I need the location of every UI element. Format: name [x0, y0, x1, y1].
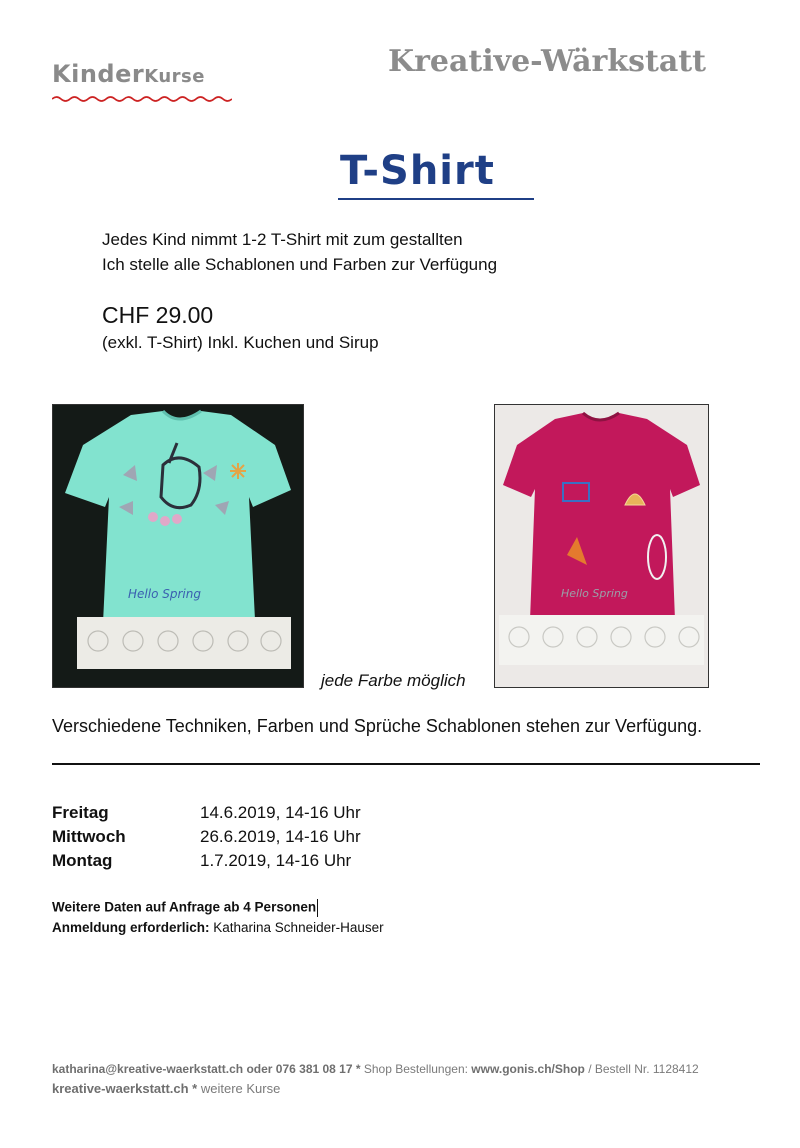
date-day: Mittwoch: [52, 827, 126, 846]
brand-title: Kreative-Wärkstatt: [388, 44, 707, 79]
date-when: 14.6.2019, 14-16 Uhr: [200, 803, 361, 822]
footer-contact-line: [52, 1062, 699, 1076]
logo-wavy-underline: [52, 95, 232, 103]
text-cursor: [317, 899, 318, 917]
footer-shop-link[interactable]: www.gonis.ch/Shop: [471, 1062, 585, 1076]
magenta-tshirt-photo: [494, 404, 709, 688]
date-when: 26.6.2019, 14-16 Uhr: [200, 827, 361, 846]
page-title: T-Shirt: [340, 148, 495, 194]
date-row: [52, 825, 361, 849]
left-shirt-print: Hello Spring: [128, 587, 201, 601]
footer-order-number: / Bestell Nr. 1128412: [584, 1062, 699, 1076]
date-day: Montag: [52, 851, 113, 870]
footer-shop-label: Shop Bestellungen:: [360, 1062, 472, 1076]
date-row: [52, 801, 361, 825]
registration-note: [52, 920, 384, 935]
more-dates-note: [52, 899, 318, 917]
more-dates-text: Weitere Daten auf Anfrage ab 4 Personen: [52, 899, 317, 915]
dates-list: [52, 801, 361, 873]
mint-tshirt-photo: [52, 404, 304, 688]
footer-more-courses: weitere Kurse: [197, 1081, 281, 1096]
logo-kinder-text: Kinder: [52, 60, 145, 88]
registration-name: Katharina Schneider-Hauser: [209, 920, 384, 935]
date-when: 1.7.2019, 14-16 Uhr: [200, 851, 352, 870]
footer-site-line: [52, 1081, 280, 1096]
right-shirt-print: Hello Spring: [561, 587, 628, 600]
kinderkurse-logo: [52, 60, 205, 88]
intro-line-1: Jedes Kind nimmt 1-2 T-Shirt mit zum gestallten: [102, 230, 463, 249]
registration-label: Anmeldung erforderlich:: [52, 920, 210, 935]
intro-line-2: Ich stelle alle Schablonen und Farben zur Verfügung: [102, 255, 498, 274]
price-note: (exkl. T-Shirt) Inkl. Kuchen und Sirup: [102, 333, 379, 352]
date-row: [52, 849, 361, 873]
intro-text: [102, 227, 497, 277]
title-underline: [338, 198, 534, 200]
logo-kurse-text: Kurse: [144, 66, 205, 87]
footer-site-link[interactable]: kreative-waerkstatt.ch *: [52, 1081, 198, 1096]
horizontal-rule: [52, 763, 760, 765]
price: CHF 29.00: [102, 302, 214, 328]
photo-caption: jede Farbe möglich: [321, 671, 466, 690]
date-day: Freitag: [52, 803, 109, 822]
techniques-text: Verschiedene Techniken, Farben und Sprüche Schablonen stehen zur Verfügung.: [52, 716, 703, 736]
footer-contact[interactable]: katharina@kreative-waerkstatt.ch oder 076 381 08 17 *: [52, 1062, 361, 1076]
